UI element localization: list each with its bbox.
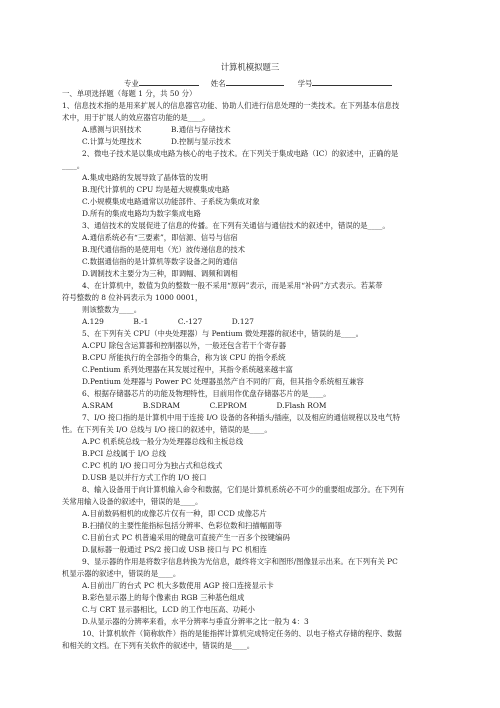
section-heading: 一、单项选择题（每题 1 分，共 50 分） <box>62 89 197 98</box>
question-line: 8、输入设备用于向计算机输入命令和数据，它们是计算机系统必不可少的重要组成部分。在下列有 <box>82 485 405 494</box>
option-line: C.PC 机的 I/O 接口可分为独占式和总线式 <box>82 461 223 470</box>
option-line: A.CPU 除包含运算器和控制器以外，一般还包含若干个寄存器 <box>82 341 287 350</box>
name-blank[interactable] <box>226 78 284 86</box>
option-line: C.Pentium 系列处理器在其发展过程中，其指令系统越来越丰富 <box>82 365 293 374</box>
question-line: 7、I/O 接口指的是计算机中用于连接 I/O 设备的各种插头/插座，以及相应的通信规程以及电气特 <box>82 413 401 422</box>
question-line: 10、计算机软件（简称软件）指的是能指挥计算机完成特定任务的、以电子格式存储的程序、数据 <box>82 629 402 638</box>
option-line: B.现代计算机的 CPU 均是超大规模集成电路 <box>82 185 230 194</box>
option-line: A.集成电路的发展导致了晶体管的发明 <box>82 173 208 182</box>
option-line: C.小规模集成电路通常以功能部件、子系统为集成对象 <box>82 197 260 206</box>
student-id-label: 学号 <box>297 79 313 88</box>
question-line: 术中，用于扩展人的效应器官功能的是____。 <box>62 113 210 122</box>
option-line: B.现代通信指的是使用电（光）波传递信息的技术 <box>82 245 245 254</box>
question-line: 6、根据存储器芯片的功能及物理特性，目前用作优盘存储器芯片的是____。 <box>82 389 331 398</box>
option-line: C.计算与处理技术 D.控制与显示技术 <box>82 137 231 146</box>
name-label: 姓名 <box>210 79 226 88</box>
option-line: D.从显示器的分辨率来看，水平分辨率与垂直分辨率之比一般为 4：3 <box>82 617 309 626</box>
page-title: 计算机模拟题三 <box>220 62 280 72</box>
option-line: A.通信系统必有“三要素”，即信源、信号与信宿 <box>82 233 238 242</box>
option-line: A.129 B.-1 C.-127 D.127 <box>82 317 254 326</box>
option-line: D.Pentium 处理器与 Power PC 处理器虽然产自不同的厂商，但其指令系统相互兼容 <box>82 377 364 386</box>
option-line: B.PCI 总线属于 I/O 总线 <box>82 449 167 458</box>
option-line: B.CPU 所能执行的全部指令的集合，称为该 CPU 的指令系统 <box>82 353 286 362</box>
option-line: D.鼠标器一般通过 PS/2 接口或 USB 接口与 PC 机相连 <box>82 545 267 554</box>
option-line: B.彩色显示器上的每个像素由 RGB 三种基色组成 <box>82 593 245 602</box>
question-line: 符号整数的 8 位补码表示为 1000 0001， <box>62 293 203 302</box>
question-line: 4、在计算机中，数值为负的整数一般不采用“原码”表示，而是采用“补码”方式表示。若某带 <box>82 281 383 290</box>
option-line: B.扫描仪的主要性能指标包括分辨率、色彩位数和扫描幅面等 <box>82 521 282 530</box>
question-line: 3、通信技术的发展促进了信息的传播。在下列有关通信与通信技术的叙述中，错误的是____。 <box>82 221 390 230</box>
question-line: 和相关的文档。在下列有关软件的叙述中，错误的是____。 <box>62 641 255 650</box>
option-line: D.所有的集成电路均为数字集成电路 <box>82 209 201 218</box>
major-label: 专业 <box>124 79 139 88</box>
student-info-row <box>124 78 392 87</box>
question-line: 1、信息技术指的是用来扩展人的信息器官功能、协助人们进行信息处理的一类技术。在下列基本信息技 <box>62 101 400 110</box>
option-line: C.与 CRT 显示器相比，LCD 的工作电压高、功耗小 <box>82 605 255 614</box>
student-id-blank[interactable] <box>312 78 392 86</box>
question-line: 关常用输入设备的叙述中，错误的是____。 <box>62 497 203 506</box>
option-line: A.SRAM B.SDRAM C.EPROM D.Flash ROM <box>82 401 327 410</box>
option-line: C.目前台式 PC 机普遍采用的键盘可直接产生一百多个按键编码 <box>82 533 290 542</box>
question-line: 2、微电子技术是以集成电路为核心的电子技术。在下列关于集成电路（IC）的叙述中，正确的是 <box>82 149 399 158</box>
question-line: ____。 <box>62 161 85 170</box>
question-line: 9、显示器的作用是将数字信息转换为光信息，最终将文字和图形/图像显示出来。在下列有关 PC <box>82 557 398 566</box>
option-line: A.目前数码相机的成像芯片仅有一种，即 CCD 成像芯片 <box>82 509 267 518</box>
option-line: A.感测与识别技术 B.通信与存储技术 <box>82 125 231 134</box>
option-line: D.USB 是以并行方式工作的 I/O 接口 <box>82 473 207 482</box>
question-line: 机显示器的叙述中，错误的是____。 <box>62 569 181 578</box>
option-line: A.目前出厂的台式 PC 机大多数使用 AGP 接口连接显示卡 <box>82 581 274 590</box>
option-line: D.调制技术主要分为三种，即调幅、调频和调相 <box>82 269 238 278</box>
question-line: 5、在下列有关 CPU（中央处理器）与 Pentium 微处理器的叙述中，错误的是____。 <box>82 329 364 338</box>
option-line: C.数据通信指的是计算机等数字设备之间的通信 <box>82 257 238 266</box>
major-blank[interactable] <box>139 78 199 86</box>
option-line: A.PC 机系统总线一般分为处理器总线和主板总线 <box>82 437 244 446</box>
question-line: 性。在下列有关 I/O 总线与 I/O 接口的叙述中，错误的是____。 <box>62 425 272 434</box>
question-line: 则该整数为____。 <box>82 305 142 314</box>
